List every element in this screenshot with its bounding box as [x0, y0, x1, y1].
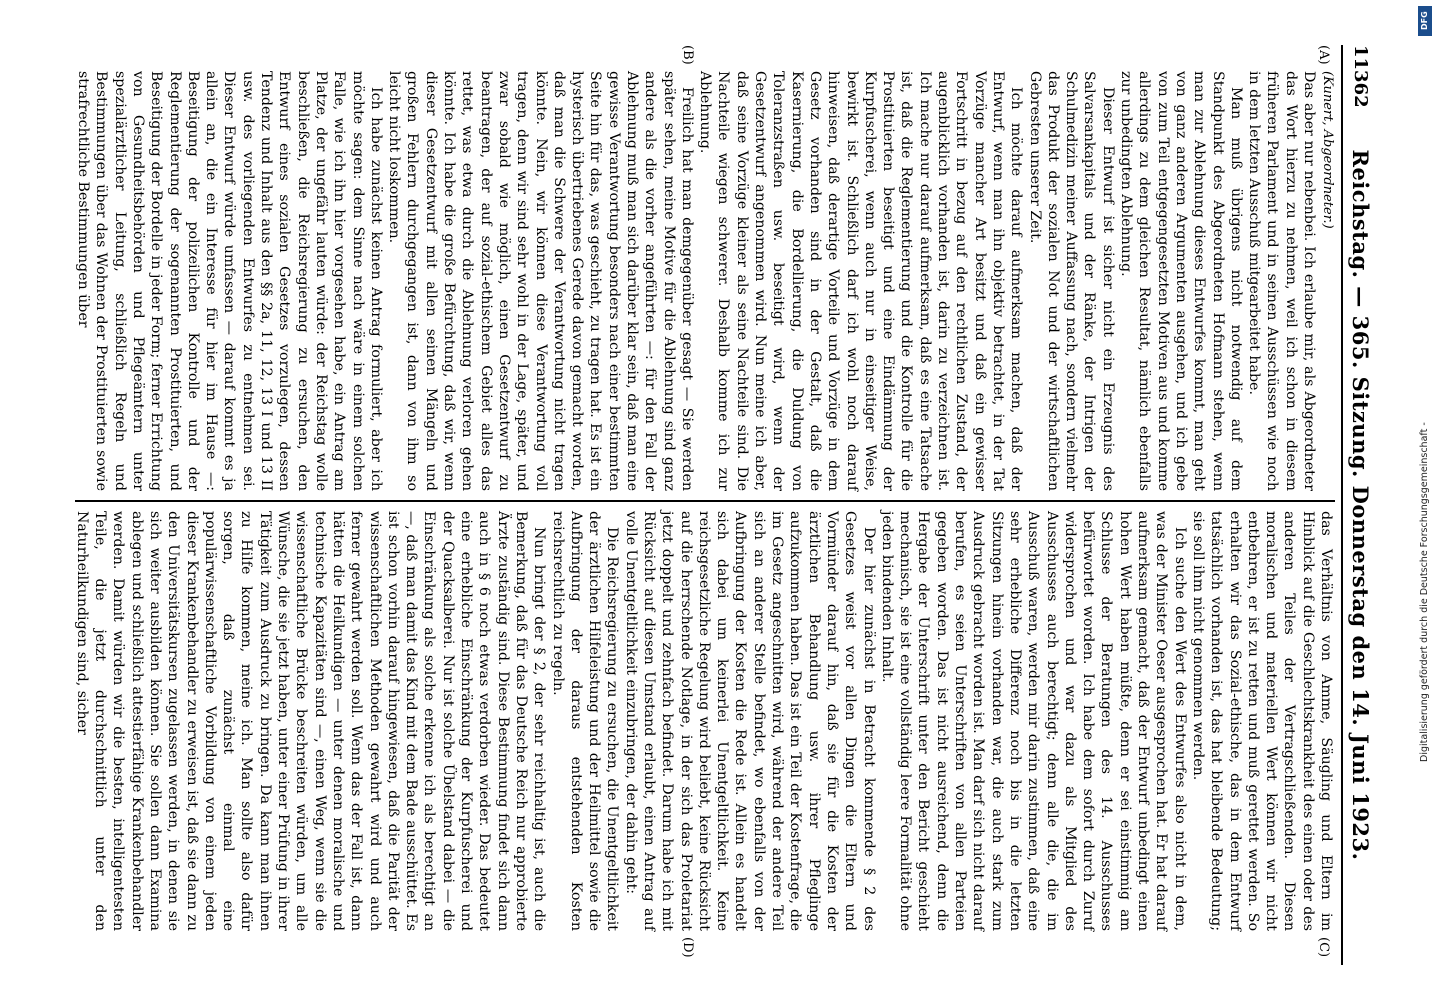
margin-marker-a: (A) — [1316, 45, 1331, 65]
page-header — [1345, 45, 1375, 965]
paragraph: Der hier zunächst in Betracht kommende § 2 des Gesetzes weist vor allen Dingen die Eltern und Vormünder darauf hin, daß sie für die Kosten der ärztlichen Behandlung usw. ihrer Pfleglinge aufzukommen haben. Das ist ein Teil der Kostenfrage, die im Gesetz angeschnitten wird, während der andere Teil sich an anderer Stelle befindet, wo ebenfalls von der Aufbringung der Kosten die Rede ist. Allein es handelt sich dabei um keinerlei Unentgeltlichkeit. Keine reichsgesetzliche Regelung wird beliebt, keine Rücksicht auf die herrschende Notlage, in der sich das Proletariat jetzt doppelt und zehnfach befindet. Darum habe ich mit Rücksicht auf diesen Umstand erlaubt, einen Antrag auf volle Unentgeltlichkeit einzubringen, der dahin geht: — [622, 511, 877, 931]
paragraph: Dieser Entwurf ist sicher nicht ein Erzeugnis des Salvarsankapitals und der Ränke, der Intrigen der Schulmedizin meiner Auffassung nach, sondern vielmehr das Produkt der sozialen Not und der wirtschaftlichen Gebresten unserer Zeit. — [1026, 71, 1116, 491]
dfg-logo: DFG — [1418, 6, 1432, 36]
page-title: Reichstag. — 365. Sitzung. Donnerstag den 14. Juni 1923. — [1348, 149, 1373, 861]
margin-marker-c: (C) — [1316, 937, 1331, 958]
digitization-credit: Digitalisierung gefördert durch die Deutsche Forschungsgemeinschaft - — [1419, 422, 1430, 762]
paragraph: Das aber nur nebenbei. Ich erlaube mir, als Abgeordneter das Wort hierzu zu nehmen, weil ich schon in diesem früheren Parlament und in seinen Ausschüssen wie noch in dem letzten Ausschuß mitgearbeitet habe. — [1246, 71, 1317, 491]
speaker-label: (Kunert, Abgeordneter.) — [1320, 71, 1335, 229]
paragraph: Ich suche den Wert des Entwurfes also nicht in dem, was der Minister Oeser ausgesprochen hat. Er hat darauf aufmerksam gemacht, daß der Entwurf unbedingt einen hohen Wert haben müßte, denn er sei einstimmig am Schlusse der Beratungen des 14. Ausschusses befürwortet worden. Ich habe dem sofort durch Zuruf widersprochen und war dazu als Mitglied des Ausschusses auch berechtigt; denn alle die, die im Ausschuß waren, werden mir darin zustimmen, daß eine sehr erhebliche Differenz noch bis in die letzten Sitzungen hinein vorhanden war, die auch stark zum Ausdruck gebracht worden ist. Man darf sich nicht darauf berufen, es seien Unterschriften von allen Parteien gegeben worden. Das ist nicht ausreichend, denn die Hergabe der Unterschrift unter den Bericht geschieht mechanisch, sie ist eine vollständig leere Formalität ohne jeden bindenden Inhalt. — [878, 511, 1188, 931]
margin-marker-b: (B) — [680, 45, 695, 65]
paragraph: Ich habe zunächst keinen Antrag formuliert, aber ich möchte sagen: dem Sinne nach wäre in einem solchen Falle, wie ich ihn hier vorgesehen habe, ein Antrag am Platze, der ungefähr lauten würde: der Reichstag wolle beschließen, die Reichsregierung zu ersuchen, den Entwurf eines sozialen Gesetzes vorzulegen, dessen Tendenz und Inhalt aus den §§ 2a, 11, 12, 13 I und 13 II usw. des vorliegenden Entwurfes zu entnehmen sei. Dieser Entwurf würde umfassen — darauf kommt es ja allein an, die ein Interesse für hier im Hause —: Beseitigung der polizeilichen Kontrolle und der Reglementierung der sogenannten Prostituierten, und Beseitigung der Bordelle in jeder Form; ferner Errichtung von Gesundheitsbehörden und Pflegeämtern unter spezialärztlicher Leitung, schließlich Regeln und Bestimmungen über das Wohnen der Prostituierten sowie strafrechtliche Bestimmungen über — [75, 71, 384, 491]
paragraph: Ich möchte darauf aufmerksam machen, daß der Entwurf, wenn man ihn objektiv betrachtet, in der Tat Vorzüge mancher Art besitzt und daß ein gewisser Fortschritt in bezug auf den rechtlichen Zustand, der augenblicklich vorhanden ist, darin zu verzeichnen ist. Ich mache nur darauf aufmerksam, daß es eine Tatsache ist, daß die Reglementierung und die Kontrolle für die Prostituierten beseitigt und eine Eindämmung der Kurpfuscherei, wenn auch nur in einseitiger Weise, bewirkt ist. Schließlich darf ich wohl noch darauf hinweisen, daß derartige Vorteile und Vorzüge in dem Gesetz vorhanden sind in der Gestalt, daß die Kasernierung, die Bordellierung, die Duldung von Toleranzstraßen usw. beseitigt wird, wenn der Gesetzentwurf angenommen wird. Nun meine ich aber, daß seine Vorzüge kleiner als seine Nachteile sind. Die Nachteile wiegen schwerer. Deshalb komme ich zur Ablehnung. — [697, 71, 1025, 491]
page-number: 11362 — [1350, 45, 1371, 108]
left-column — [65, 71, 1335, 491]
paragraph: Man muß übrigens nicht notwendig auf dem Standpunkt des Abgeordneten Hofmann stehen, wenn man zur Ablehnung dieses Entwurfes kommt, man geht von ganz anderen Argumenten ausgehen, und ich gebe von zum Teil entgegengesetzten Motiven aus und komme allerdings zu dem gleichen Resultat, nämlich ebenfalls zur unbedingten Ablehnung. — [1118, 71, 1244, 491]
right-column — [65, 511, 1335, 931]
paragraph: Freilich hat man demgegenüber gesagt — Sie werden später sehen, meine Motive für die Ablehnung sind ganz andere als die vorher angeführten —: für den Fall der Ablehnung muß man sich darüber klar sein, daß man eine gewisse Verantwortung besonders nach einer bestimmten Seite hin für das, was geschieht, zu tragen hat. Es ist ein hysterisch übertriebenes Gerede davon gemacht worden, daß man die Schwere der Verantwortung nicht tragen könnte. Nein, wir können diese Verantwortung voll tragen, denn wir sind sehr wohl in der Lage, später, und zwar sobald wie möglich, einen Gesetzentwurf zu beantragen, der auf sozial-ethischem Gebiet alles das rettet, was etwa durch die Ablehnung verloren gehen könnte. Ich habe die große Befürchtung, daß wir, wenn dieser Gesetzentwurf mit allen seinen Mängeln und großen Fehlern durchgegangen ist, dann von ihm so leicht nicht loskommen. — [386, 71, 695, 491]
header-rule — [1341, 45, 1343, 965]
paragraph: Nun bringt der § 2, der sehr reichhaltig ist, auch die Bemerkung, daß für das Deutsche Reich nur approbierte Ärzte zuständig sind. Diese Bestimmung findet sich dann auch in § 6 noch etwas verdorben wieder. Das bedeutet eine erhebliche Einschränkung der Kurpfuscherei und der Quacksalberei. Nur ist solche Übelstand dabei — die Einschränkung als solche erkenne ich als berechtigt an —, daß man damit das Kind mit dem Bade ausschüttet. Es ist schon vorhin darauf hingewiesen, daß die Parität der wissenschaftlichen Methoden gewahrt wird und auch ferner gewahrt werden soll. Wenn das der Fall ist, dann hätten die Heilkundigen — unter denen moralische und technische Kapazitäten sind —, einen Weg, wenn sie die wissenschaftliche Brücke beschreiten würden, um alle Wünsche, die sie jetzt haben, unter einer Prüfung in ihrer Tätigkeit zum Ausdruck zu bringen. Da kann man ihnen zu Hilfe kommen, meine ich. Man sollte also dafür sorgen, daß zunächst einmal eine populärwissenschaftliche Vorbildung von einem jeden dieser Krankenbehandler zu erweisen ist, daß sie dann zu den Universitätskursen zugelassen werden, in denen sie sich weiter ausbilden können. Sie sollen dann Examina ablegen und schließlich attestierfähige Krankenbehandler werden. Damit würden wir die besten, intelligentesten Teile, die jetzt durchschnittlich unter den Naturheilkundigen sind, sicher — [73, 511, 548, 931]
rotated-scan — [55, 45, 1375, 965]
paragraph: Die Reichsregierung zu ersuchen, die Unentgeltlichkeit der ärztlichen Hilfeleistung und der Heilmittel sowie die Aufbringung der daraus entstehenden Kosten reichsrechtlich zu regeln. — [549, 511, 621, 931]
margin-marker-d: (D) — [680, 937, 695, 958]
column-divider — [75, 500, 1335, 502]
digitization-sidebar — [1418, 6, 1432, 996]
paragraph: das Verhältnis von Amme, Säugling und Eltern im Hinblick auf die Geschlechtskrankheit des einen oder des anderen Teiles der Vertragschließenden. Diesen moralischen und materiellen Wert können wir nicht entbehren, er ist zu retten und muß gerettet werden. So erhalten wir das Sozial-ethische, das in dem Entwurf tatsächlich vorhanden ist, das hat bleibende Bedeutung; sie soll ihm nicht genommen werden. — [1189, 511, 1334, 931]
